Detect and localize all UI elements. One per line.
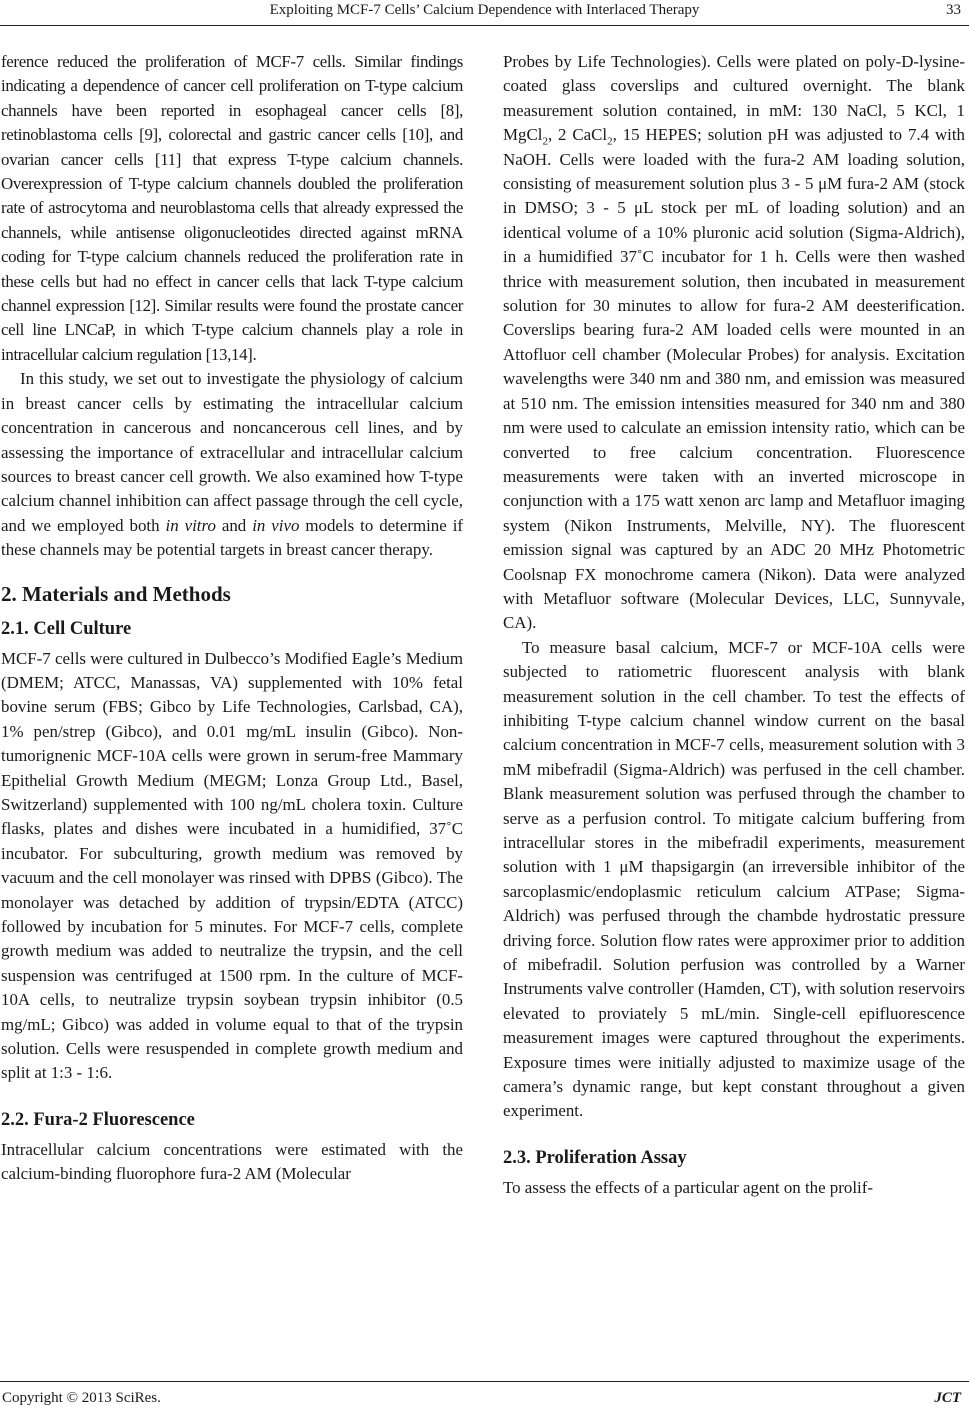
in-vitro-term: in vitro	[165, 515, 216, 535]
page-number: 33	[946, 2, 961, 18]
in-vivo-term: in vivo	[252, 515, 300, 535]
and-connector: and	[215, 515, 253, 535]
subsection-heading-fura2: 2.2. Fura-2 Fluorescence	[1, 1109, 195, 1130]
right-column	[503, 50, 965, 1200]
fura2-text-b: , 2 CaCl	[547, 125, 608, 145]
running-title: Exploiting MCF-7 Cells’ Calcium Dependence with Interlaced Therapy	[269, 2, 700, 18]
running-header	[0, 0, 969, 24]
fura2-paragraph-continued	[503, 50, 965, 636]
header-rule	[0, 25, 969, 26]
study-aims-paragraph	[1, 367, 463, 562]
intro-paragraph-continued: ference reduced the proliferation of MCF-7 cells. Similar findings indicating a dependence of cancer cell proliferation on T-type calcium channels have been reported in esophageal cancer cells [8], retinoblastoma cells [9], colorectal and gastric cancer cells [10], and ovarian cancer cells [11] that express T-type calcium channels. Overexpression of T-type calcium channels doubled the proliferation rate of astrocytoma and neuroblastoma cells that already expressed the channels, while antisense oligonucleotides directed against mRNA coding for T-type calcium channels reduced the proliferation rate in these cells but had no effect in cancer cells that lack T-type calcium channel expression [12]. Similar results were found the prostate cancer cell line LNCaP, in which T-type calcium channels play a role in intracellular calcium regulation [13,14].	[1, 52, 463, 364]
footer-rule	[0, 1381, 969, 1382]
fura2-text-c: , 15 HEPES; solution pH was adjusted to 7.4 with NaOH. Cells were loaded with the fura-2 AM loading solution, consisting of measurement solution plus 3 - 5 μM fura-2 AM (stock in DMSO; 3 - 5 μL stock per mL of loading solution) and an identical volume of a 10% pluronic acid solution (Sigma-Aldrich), in a humidified 37˚C incubator for 1 h. Cells were then washed thrice with measurement solution, then incubated in measurement solution for 30 minutes to allow for fura-2 AM deesterification. Coverslips bearing fura-2 AM loaded cells were mounted in an Attofluor cell chamber (Molecular Probes) for analysis. Excitation wavelengths were 340 nm and 380 nm, and emission was measured at 510 nm. The emission intensities measured for 340 nm and 380 nm were used to calculate an emission intensity ratio, which can be converted to free calcium concentration. Fluorescence measurements were taken with an inverted microscope in conjunction with a 175 watt xenon arc lamp and Metafluor imaging system (Nikon Instruments, Melville, NY). The fluorescent emission signal was captured by an ADC 20 MHz Photometric Coolsnap FX monochrome camera (Nikon). Data were analyzed with Metafluor software (Molecular Devices, LLC, Sunnyvale, CA).	[503, 125, 966, 633]
subsection-heading-proliferation: 2.3. Proliferation Assay	[503, 1147, 687, 1168]
section-heading-materials-methods: 2. Materials and Methods	[1, 581, 231, 606]
copyright-notice: Copyright © 2013 SciRes.	[2, 1390, 161, 1406]
cell-culture-paragraph: MCF-7 cells were cultured in Dulbecco’s Modified Eagle’s Medium (DMEM; ATCC, Manassas, VA) supplemented with 10% fetal bovine serum (FBS; Gibco by Life Technologies, Carlsbad, CA), 1% pen/strep (Gibco), and 0.01 mg/mL insulin (Gibco). Non-tumorignenic MCF-10A cells were grown in serum-free Mammary Epithelial Growth Medium (MEGM; Lonza Group Ltd., Basel, Switzerland) supplemented with 100 ng/mL cholera toxin. Culture flasks, plates and dishes were incubated in a humidified, 37˚C incubator. For subculturing, growth medium was removed by vacuum and the cell monolayer was rinsed with DPBS (Gibco). The monolayer was detached by addition of trypsin/EDTA (ATCC) followed by incubation for 5 minutes. For MCF-7 cells, complete growth medium was added to neutralize the trypsin, and the cell suspension was centrifuged at 1500 rpm. In the culture of MCF-10A cells, to neutralize trypsin soybean trypsin inhibitor (0.5 mg/mL; Gibco) was added in volume equal to that of the trypsin solution. Cells were resuspended in complete growth medium and split at 1:3 - 1:6.	[1, 648, 463, 1083]
subscript-cacl2: 2	[607, 135, 613, 148]
proliferation-paragraph-start: To assess the effects of a particular agent on the prolif-	[503, 1177, 873, 1197]
page-footer	[0, 1381, 969, 1411]
subsection-heading-cell-culture: 2.1. Cell Culture	[1, 618, 132, 639]
fura2-text-a: Probes by Life Technologies). Cells were plated on poly-D-lysine-coated glass coverslips and cultured overnight. The blank measurement solution contained, in mM: 130 NaCl, 5 KCl, 1 MgCl	[503, 52, 965, 145]
basal-calcium-paragraph: To measure basal calcium, MCF-7 or MCF-10A cells were subjected to ratiometric fluorescent analysis with blank measurement solution in the cell chamber. To test the effects of inhibiting T-type calcium channel window current on the basal calcium concentration in MCF-7 cells, measurement solution with 3 mM mibefradil (Sigma-Aldrich) was perfused in the cell chamber. Blank measurement solution was perfused through the chamber to serve as a perfusion control. To mitigate calcium buffering from intracellular stores in the mibefradil experiments, measurement solution with 1 μM thapsigargin (an irreversible inhibitor of the sarcoplasmic/endoplasmic reticulum calcium ATPase; Sigma-Aldrich) was perfused through the chambde hydrostatic pressure driving force. Solution flow rates were approximer prior to addition of mibefradil. Solution perfusion was controlled by a Warner Instruments valve controller (Hamden, CT), with solution reservoirs elevated to proviately 5 mL/min. Single-cell epifluorescence measurement images were captured throughout the experiments. Exposure times were initially adjusted to maximize usage of the camera’s dynamic range, but kept constant throughout a given experiment.	[503, 637, 965, 1121]
subscript-mgcl2: 2	[542, 135, 548, 148]
fura2-paragraph-start: Intracellular calcium concentrations were estimated with the calcium-binding fluorophore fura-2 AM (Molecular	[1, 1139, 463, 1184]
study-aims-text-a: In this study, we set out to investigate the physiology of calcium in breast cancer cells by estimating the intracellular calcium concentration in cancerous and noncancerous cell lines, and by assessing the importance of extracellular and intracellular calcium sources to breast cancer cell growth. We also examined how T-type calcium channel inhibition can affect passage through the cell cycle, and we employed both	[1, 369, 463, 535]
study-aims-text-b: models to determine if these channels may be potential targets in breast cancer therapy.	[1, 515, 464, 560]
left-column	[1, 50, 463, 1187]
journal-abbreviation: JCT	[934, 1390, 961, 1406]
